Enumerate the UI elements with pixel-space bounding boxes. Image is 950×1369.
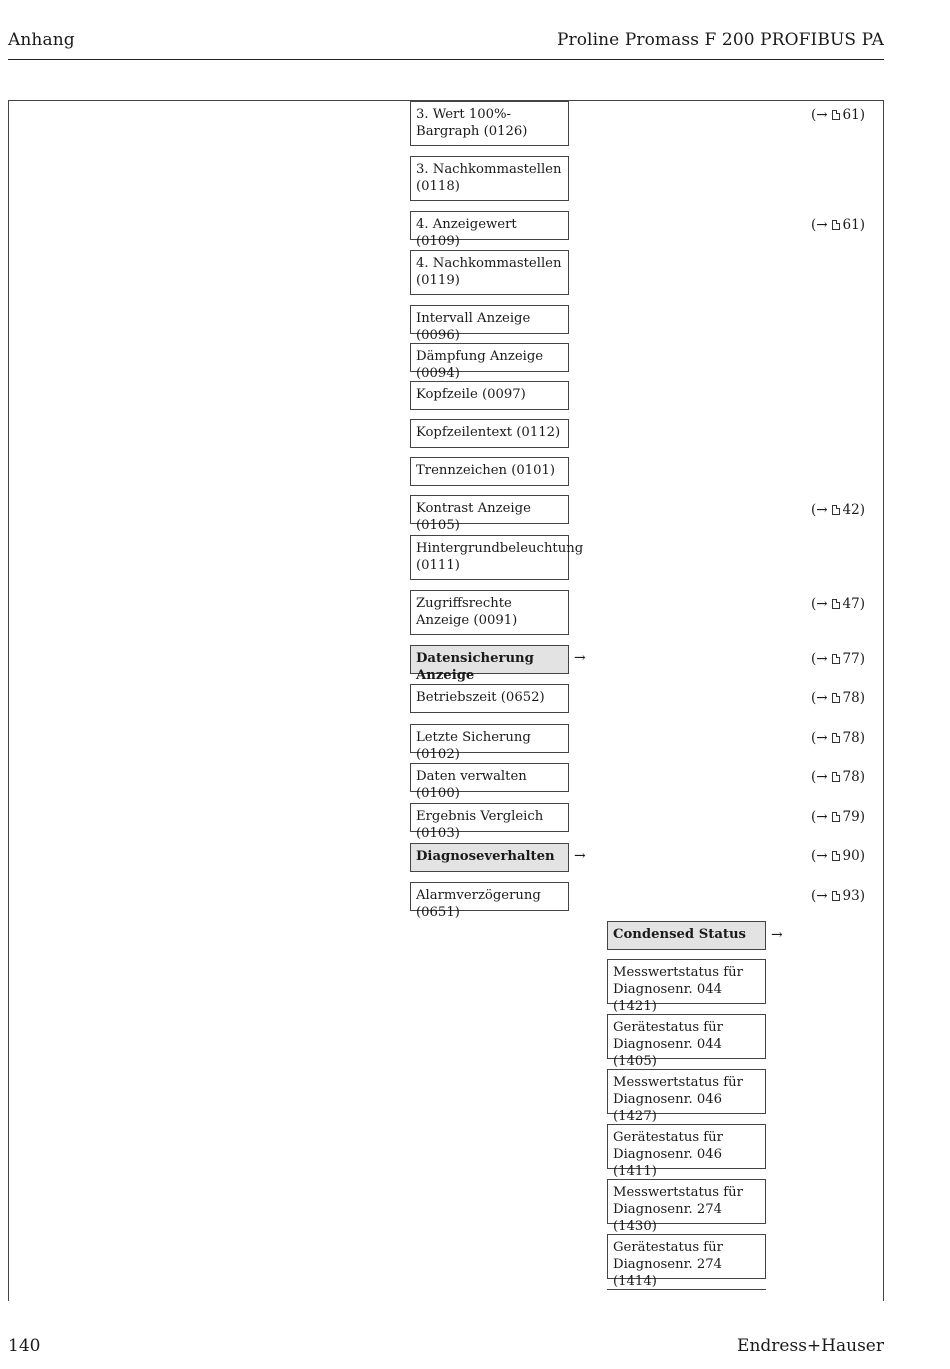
page-icon: [832, 220, 840, 230]
page-reference: (→ 47): [810, 596, 865, 612]
page-icon: [832, 891, 840, 901]
page-icon: [832, 812, 840, 822]
page-reference: (→ 78): [810, 690, 865, 706]
param-box: 4. Nachkommastellen (0119): [410, 250, 569, 295]
page-icon: [832, 733, 840, 743]
param-box: Kopfzeilentext (0112): [410, 419, 569, 448]
header-rule: [8, 59, 884, 60]
submenu-arrow-icon: →: [771, 927, 783, 943]
page-reference: (→ 90): [810, 848, 865, 864]
running-header-product: Proline Promass F 200 PROFIBUS PA: [556, 30, 884, 50]
page-icon: [832, 693, 840, 703]
param-box: Kopfzeile (0097): [410, 381, 569, 410]
param-box: Letzte Sicherung (0102): [410, 724, 569, 753]
page-number: 140: [8, 1336, 41, 1356]
page-reference: (→ 93): [810, 888, 865, 904]
param-box: 3. Wert 100%-Bargraph (0126): [410, 101, 569, 146]
param-box: Daten verwalten (0100): [410, 763, 569, 792]
param-box: Intervall Anzeige (0096): [410, 305, 569, 334]
page-reference: (→ 78): [810, 730, 865, 746]
submenu-box-datensicherung: Datensicherung Anzeige: [410, 645, 569, 674]
param-box: Gerätestatus für Diagnosenr. 046 (1411): [607, 1124, 766, 1169]
param-box: Messwertstatus für Diagnosenr. 046 (1427): [607, 1069, 766, 1114]
page-reference: (→ 61): [810, 217, 865, 233]
param-box: Trennzeichen (0101): [410, 457, 569, 486]
page-icon: [832, 772, 840, 782]
page-icon: [832, 851, 840, 861]
page-reference: (→ 61): [810, 107, 865, 123]
page-reference: (→ 77): [810, 651, 865, 667]
param-box: Betriebszeit (0652): [410, 684, 569, 713]
footer-brand: Endress+Hauser: [737, 1336, 884, 1356]
param-box: Messwertstatus für Diagnosenr. 044 (1421): [607, 959, 766, 1004]
param-box: Hintergrundbeleuchtung (0111): [410, 535, 569, 580]
param-box: Messwertstatus für Diagnosenr. 274 (1430): [607, 1179, 766, 1224]
submenu-box-condensed-status: Condensed Status: [607, 921, 766, 950]
param-box: Kontrast Anzeige (0105): [410, 495, 569, 524]
param-box: 3. Nachkommastellen (0118): [410, 156, 569, 201]
param-box: Ergebnis Vergleich (0103): [410, 803, 569, 832]
page-icon: [832, 654, 840, 664]
param-box: Zugriffsrechte Anzeige (0091): [410, 590, 569, 635]
submenu-arrow-icon: →: [574, 650, 586, 666]
page-icon: [832, 110, 840, 120]
page-icon: [832, 505, 840, 515]
page-reference: (→ 79): [810, 809, 865, 825]
param-box: 4. Anzeigewert (0109): [410, 211, 569, 240]
page-icon: [832, 599, 840, 609]
page-reference: (→ 78): [810, 769, 865, 785]
page-reference: (→ 42): [810, 502, 865, 518]
param-box: Gerätestatus für Diagnosenr. 274 (1414): [607, 1234, 766, 1279]
param-box: Gerätestatus für Diagnosenr. 044 (1405): [607, 1014, 766, 1059]
truncated-box-edge: [607, 1289, 766, 1290]
submenu-arrow-icon: →: [574, 848, 586, 864]
param-box: Alarmverzögerung (0651): [410, 882, 569, 911]
param-box: Dämpfung Anzeige (0094): [410, 343, 569, 372]
submenu-box-diagnoseverhalten: Diagnoseverhalten: [410, 843, 569, 872]
running-header-section: Anhang: [8, 30, 75, 50]
